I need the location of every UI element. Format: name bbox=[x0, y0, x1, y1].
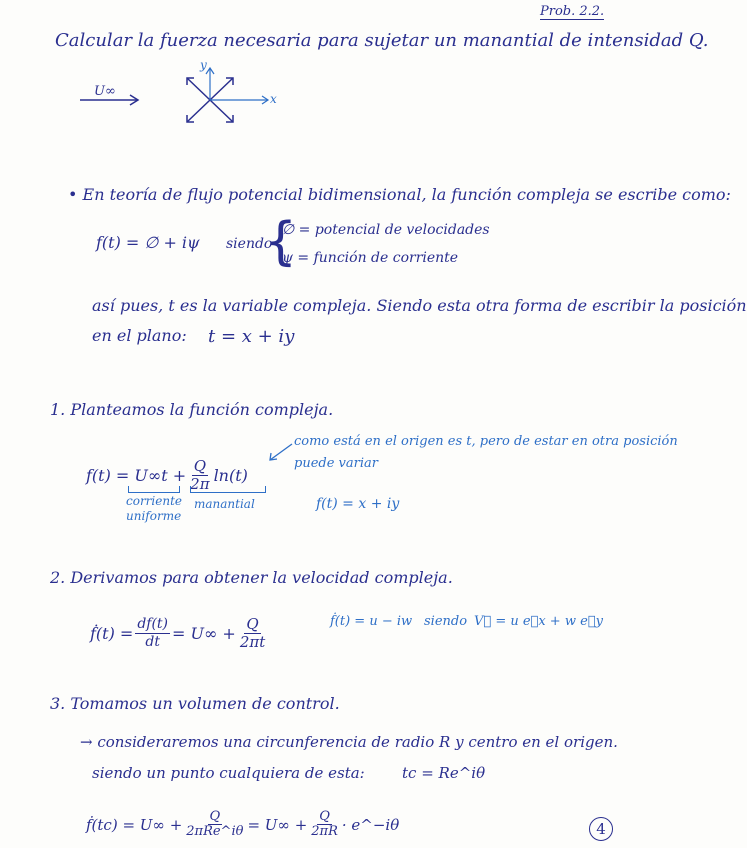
step3-frac1-num: Q bbox=[209, 809, 221, 824]
step2-side-siendo: siendo bbox=[424, 614, 468, 629]
step2-eq-mid: = U∞ + bbox=[172, 623, 236, 643]
step3-heading: 3. Tomamos un volumen de control. bbox=[50, 694, 340, 713]
step3-eq-lhs: ḟ(tc) = U∞ + bbox=[86, 816, 183, 835]
step1-note-a: como está en el origen es t, pero de estar en otra posición bbox=[294, 434, 678, 449]
step2-fraction bbox=[238, 616, 267, 651]
def-phi: ∅ = potencial de velocidades bbox=[282, 222, 490, 238]
brace-source bbox=[190, 486, 266, 493]
step2-side-eq: ḟ(t) = u − iw bbox=[330, 614, 413, 629]
brace-source-label: manantial bbox=[194, 497, 255, 511]
note-arrow bbox=[266, 440, 296, 464]
intro-siendo: siendo bbox=[226, 236, 273, 252]
step3-frac2-num: Q bbox=[319, 809, 330, 824]
step2-heading: 2. Derivamos para obtener la velocidad compleja. bbox=[50, 568, 453, 587]
step1-frac-den: 2π bbox=[190, 474, 210, 493]
y-axis-label: y bbox=[200, 58, 207, 72]
brace-uniform bbox=[128, 486, 180, 493]
page-number: 4 bbox=[589, 817, 613, 841]
problem-tag: Prob. 2.2. bbox=[540, 4, 605, 19]
step3-line-2: siendo un punto cualquiera de esta: bbox=[92, 764, 365, 782]
step1-frac-num: Q bbox=[193, 457, 207, 475]
intro-line-3: en el plano: bbox=[92, 326, 187, 345]
intro-complex-function: f(t) = ∅ + iψ bbox=[96, 233, 200, 252]
step3-frac1-den: 2πRe^iθ bbox=[186, 824, 244, 840]
source-flow-sketch bbox=[70, 52, 290, 132]
step3-equation bbox=[86, 810, 399, 840]
def-psi: ψ = función de corriente bbox=[282, 250, 459, 266]
definition-brace: { bbox=[264, 212, 298, 272]
step3-fraction-2 bbox=[309, 810, 340, 840]
step2-derivative bbox=[135, 617, 170, 649]
step3-frac2-den: 2πR bbox=[311, 824, 338, 840]
step3-line-1: → consideraremos una circunferencia de radio R y centro en el origen. bbox=[80, 733, 618, 751]
step2-d-den: dt bbox=[145, 633, 160, 650]
step1-eq-tail: ln(t) bbox=[213, 465, 248, 485]
step2-d-num: df(t) bbox=[137, 616, 169, 633]
step2-side-velocity: V⃗ = u e⃗x + w e⃗y bbox=[474, 614, 603, 629]
intro-line-2: así pues, t es la variable compleja. Siendo esta otra forma de escribir la posición bbox=[92, 296, 747, 315]
step2-frac-den: 2πt bbox=[239, 632, 266, 651]
brace-uniform-label-a: corriente bbox=[126, 494, 183, 508]
step2-frac-num: Q bbox=[246, 615, 259, 633]
step3-eq-tail: · e^−iθ bbox=[341, 816, 400, 835]
step1-note-eq: f(t) = x + iy bbox=[316, 496, 400, 512]
step1-eq-lhs: f(t) = U∞t + bbox=[86, 465, 187, 485]
step1-note-b: puede variar bbox=[294, 456, 378, 471]
x-axis-label: x bbox=[270, 92, 277, 106]
intro-line-1: • En teoría de flujo potencial bidimensional, la función compleja se escribe como: bbox=[68, 185, 731, 204]
step2-eq-lhs: ḟ(t) = bbox=[90, 623, 134, 643]
step3-fraction-1 bbox=[184, 810, 245, 840]
step1-heading: 1. Planteamos la función compleja. bbox=[50, 400, 334, 419]
position-equation: t = x + iy bbox=[208, 326, 295, 347]
step3-eq-mid: = U∞ + bbox=[247, 816, 308, 835]
brace-uniform-label-b: uniforme bbox=[126, 509, 182, 523]
step3-point-eq: tc = Re^iθ bbox=[402, 764, 486, 782]
u-infinity-label: U∞ bbox=[94, 84, 116, 99]
problem-statement: Calcular la fuerza necesaria para sujetar un manantial de intensidad Q. bbox=[55, 30, 709, 51]
step2-equation bbox=[90, 616, 269, 651]
